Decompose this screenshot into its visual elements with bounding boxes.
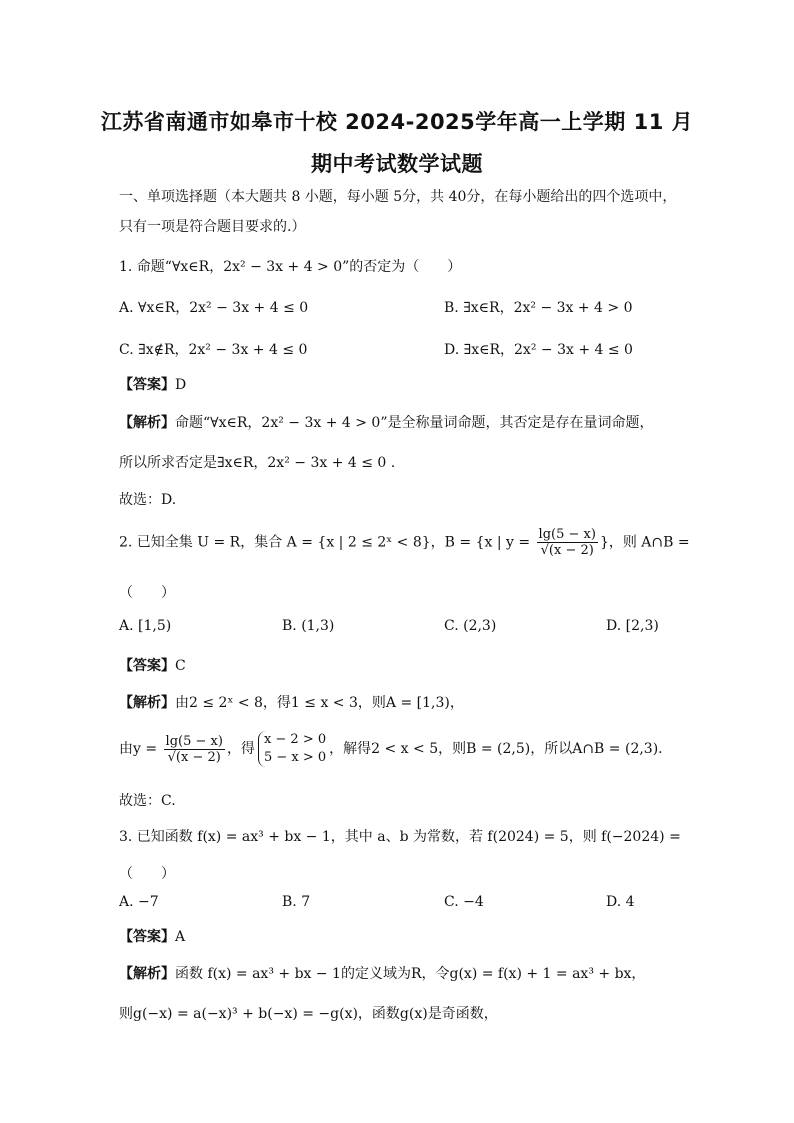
q3-stem: 3. 已知函数 f(x) = ax³ + bx − 1，其中 a、b 为常数，若 f(2024) = 5，则 f(−2024) = — [119, 829, 681, 845]
q2-analysis-line1 — [119, 692, 464, 712]
q2-analysis-numerator: lg(5 − x) — [165, 733, 223, 749]
q3-answer — [119, 926, 185, 946]
q1-stem: 1. 命题“∀x∈R，2x² − 3x + 4 > 0”的否定为（ ） — [119, 259, 462, 275]
q2-stem-part-a: 2. 已知全集 U = R，集合 A = {x | 2 ≤ 2ˣ < 8}，B = {x | y = — [119, 534, 535, 551]
q2-answer-label: 【答案】 — [119, 658, 175, 674]
q1-option-b: B. ∃x∈R，2x² − 3x + 4 > 0 — [444, 300, 633, 316]
q2-stem-fraction — [537, 527, 598, 558]
page-title-line2: 期中考试数学试题 — [311, 152, 483, 176]
q2-paren: （ ） — [119, 585, 175, 601]
q2-option-a: A. [1,5) — [119, 618, 172, 634]
q2-stem — [119, 527, 690, 558]
q3-paren: （ ） — [119, 866, 175, 882]
q2-option-b: B. (1,3) — [282, 618, 335, 634]
q2-analysis2-part-b: ，得 — [226, 741, 255, 757]
q3-analysis-line2: 则g(−x) = a(−x)³ + b(−x) = −g(x)，函数g(x)是奇函数， — [119, 1006, 498, 1022]
q1-option-d: D. ∃x∈R，2x² − 3x + 4 ≤ 0 — [444, 342, 633, 358]
q1-answer-value: D — [175, 377, 187, 393]
page-title-line1: 江苏省南通市如皋市十校 2024-2025学年高一上学期 11 月 — [100, 110, 694, 134]
q2-answer-value: C — [175, 658, 186, 674]
q2-fraction-denominator: √(x − 2) — [540, 543, 594, 558]
q1-option-c: C. ∃x∉R，2x² − 3x + 4 ≤ 0 — [119, 342, 308, 358]
q2-analysis-fraction — [164, 734, 225, 765]
q3-option-d: D. 4 — [606, 894, 635, 910]
q2-answer — [119, 655, 186, 675]
q3-analysis-label: 【解析】 — [119, 966, 175, 982]
q1-analysis-text1: 命题“∀x∈R，2x² − 3x + 4 > 0”是全称量词命题，其否定是存在量词命题， — [175, 415, 654, 431]
section-heading-line1: 一、单项选择题（本大题共 8 小题，每小题 5分，共 40分，在每小题给出的四个选项中， — [119, 189, 677, 205]
q2-stem-part-b: }，则 A∩B = — [599, 534, 690, 551]
q2-analysis-line2 — [119, 731, 663, 767]
q3-answer-label: 【答案】 — [119, 929, 175, 945]
q3-answer-value: A — [175, 929, 186, 945]
q1-analysis-line2: 所以所求否定是∃x∈R，2x² − 3x + 4 ≤ 0 . — [119, 455, 396, 471]
q2-option-d: D. [2,3) — [606, 618, 659, 634]
q2-analysis-denominator: √(x − 2) — [167, 749, 221, 765]
q1-analysis-label: 【解析】 — [119, 415, 175, 431]
q1-answer-label: 【答案】 — [119, 377, 175, 393]
q3-option-b: B. 7 — [282, 894, 311, 910]
section-heading-line2: 只有一项是符合题目要求的.） — [119, 219, 306, 235]
q2-inequality-system — [258, 731, 326, 767]
q1-answer — [119, 374, 186, 394]
q3-analysis-text1: 函数 f(x) = ax³ + bx − 1的定义域为R，令g(x) = f(x) + 1 = ax³ + bx， — [175, 966, 646, 982]
q1-analysis-line1 — [119, 412, 654, 432]
q2-analysis-text1: 由2 ≤ 2ˣ < 8，得1 ≤ x < 3，则A = [1,3)， — [175, 695, 464, 711]
q1-option-a: A. ∀x∈R，2x² − 3x + 4 ≤ 0 — [119, 300, 309, 316]
q3-option-c: C. −4 — [444, 894, 484, 910]
q3-option-a: A. −7 — [119, 894, 159, 910]
q2-conclusion: 故选：C. — [119, 793, 176, 809]
q2-option-c: C. (2,3) — [444, 618, 497, 634]
q2-analysis-label: 【解析】 — [119, 695, 175, 711]
q2-fraction-numerator: lg(5 − x) — [538, 527, 596, 542]
q2-analysis2-part-c: ，解得2 < x < 5，则B = (2,5)，所以A∩B = (2,3). — [329, 741, 663, 757]
q3-analysis-line1 — [119, 963, 645, 983]
q2-system-row2: 5 − x > 0 — [263, 750, 327, 765]
q1-conclusion: 故选：D. — [119, 492, 177, 508]
q2-system-row1: x − 2 > 0 — [263, 732, 327, 747]
q2-analysis2-part-a: 由y = — [119, 741, 162, 757]
